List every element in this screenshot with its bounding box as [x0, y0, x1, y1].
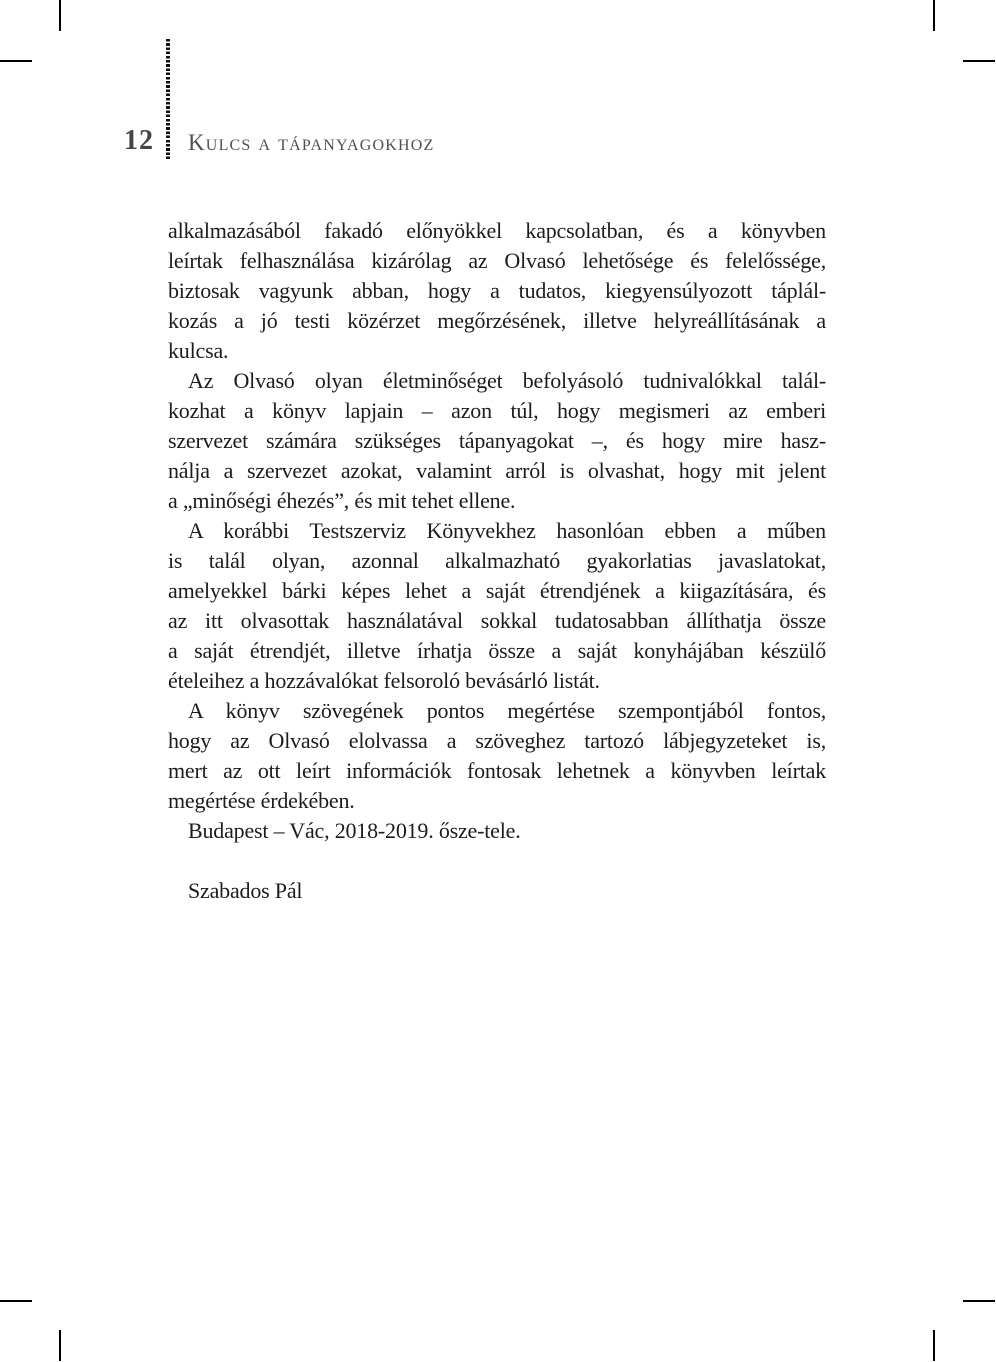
crop-mark-top-right-horizontal: [963, 60, 995, 62]
text-line: az itt olvasottak használatával sokkal tudatosabban állíthatja össze: [168, 608, 826, 633]
body-text-block: [168, 216, 826, 906]
crop-mark-bottom-left-vertical: [59, 1330, 61, 1361]
crop-mark-bottom-right-horizontal: [963, 1300, 995, 1302]
text-line: kozás a jó testi közérzet megőrzésének, illetve helyreállításának a: [168, 308, 826, 333]
crop-mark-top-right-vertical: [933, 0, 935, 31]
text-line: Az Olvasó olyan életminőséget befolyásoló tudnivalókkal talál-: [188, 368, 826, 393]
text-line: biztosak vagyunk abban, hogy a tudatos, kiegyensúlyozott táplál-: [168, 278, 826, 303]
text-line: leírtak felhasználása kizárólag az Olvasó lehetősége és felelőssége,: [168, 248, 826, 273]
crop-mark-top-left-vertical: [59, 0, 61, 31]
text-line: alkalmazásából fakadó előnyökkel kapcsolatban, és a könyvben: [168, 218, 826, 243]
text-line: hogy az Olvasó elolvassa a szöveghez tartozó lábjegyzeteket is,: [168, 728, 826, 753]
text-line: kozhat a könyv lapjain – azon túl, hogy megismeri az emberi: [168, 398, 826, 423]
crop-mark-top-left-horizontal: [0, 60, 32, 62]
text-line: szervezet számára szükséges tápanyagokat –, és hogy mire hasz-: [168, 428, 826, 453]
text-line: a „minőségi éhezés”, és mit tehet ellene.: [168, 488, 516, 513]
body-text: [168, 216, 826, 846]
text-line: amelyekkel bárki képes lehet a saját étrendjének a kiigazítására, és: [168, 578, 826, 603]
dotted-vertical-rule: [166, 39, 170, 161]
crop-mark-bottom-right-vertical: [933, 1330, 935, 1361]
running-header-title: Kulcs a tápanyagokhoz: [188, 130, 435, 155]
text-line: mert az ott leírt információk fontosak lehetnek a könyvben leírtak: [168, 758, 826, 783]
text-line: Budapest – Vác, 2018-2019. ősze-tele.: [188, 818, 521, 843]
text-line: kulcsa.: [168, 338, 229, 363]
signature: Szabados Pál: [188, 878, 303, 903]
page-number: 12: [124, 125, 154, 156]
text-line: is talál olyan, azonnal alkalmazható gyakorlatias javaslatokat,: [168, 548, 826, 573]
text-line: A könyv szövegének pontos megértése szempontjából fontos,: [188, 698, 826, 723]
crop-mark-bottom-left-horizontal: [0, 1300, 32, 1302]
text-line: nálja a szervezet azokat, valamint arról is olvashat, hogy mit jelent: [168, 458, 826, 483]
text-line: megértése érdekében.: [168, 788, 355, 813]
text-line: A korábbi Testszerviz Könyvekhez hasonlóan ebben a műben: [188, 518, 826, 543]
text-line: ételeihez a hozzávalókat felsoroló bevásárló listát.: [168, 668, 600, 693]
text-line: a saját étrendjét, illetve írhatja össze a saját konyhájában készülő: [168, 638, 826, 663]
